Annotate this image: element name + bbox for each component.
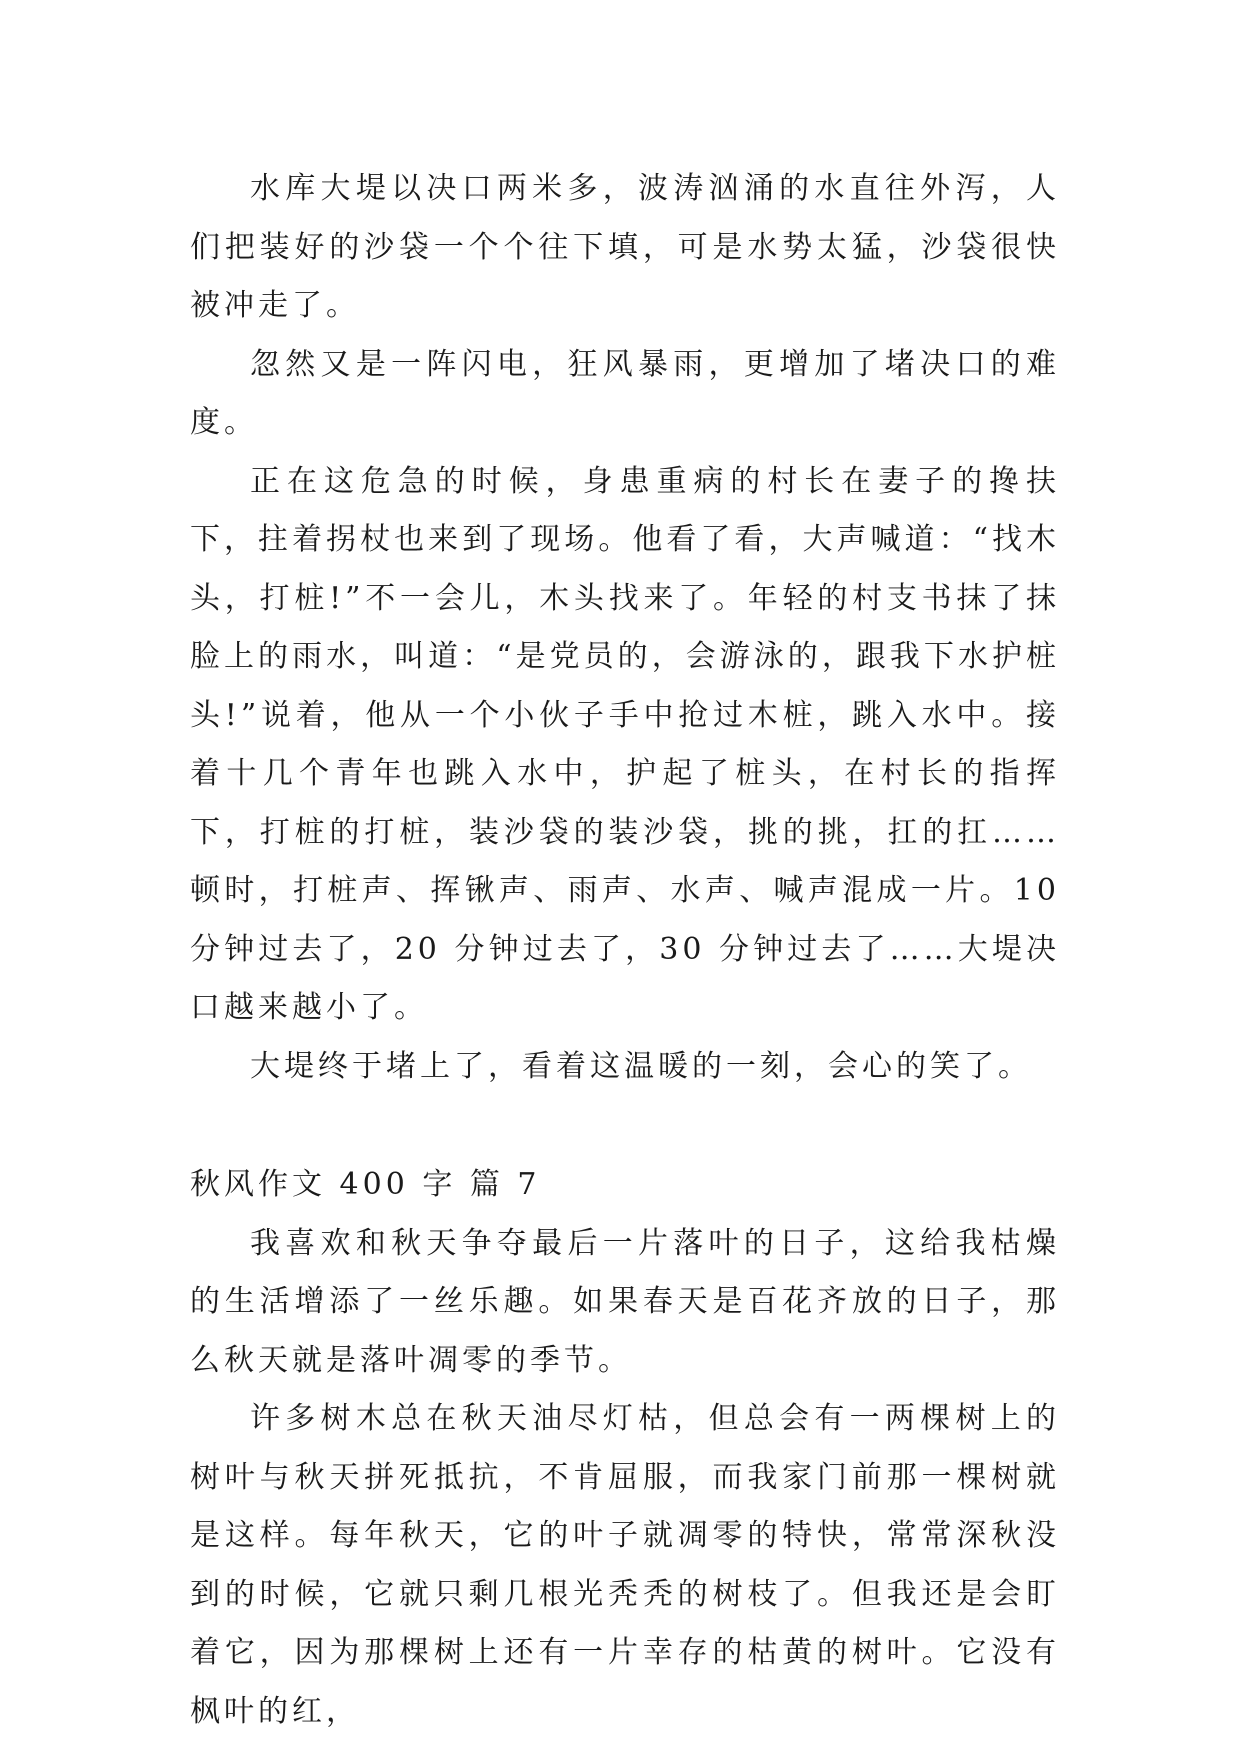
paragraph: 我喜欢和秋天争夺最后一片落叶的日子，这给我枯燥的生活增添了一丝乐趣。如果春天是百花齐放的日子，那么秋天就是落叶凋零的季节。	[190, 1225, 1060, 1378]
section-title: 秋风作文 400 字 篇 7	[190, 1167, 541, 1202]
document-body	[190, 160, 1060, 1741]
paragraph: 许多树木总在秋天油尽灯枯，但总会有一两棵树上的树叶与秋天拼死抵抗，不肯屈服，而我家门前那一棵树就是这样。每年秋天，它的叶子就凋零的特快，常常深秋没到的时候，它就只剩几根光秃秃的树枝了。但我还是会盯着它，因为那棵树上还有一片幸存的枯黄的树叶。它没有枫叶的红，	[190, 1401, 1060, 1729]
section-gap	[190, 1096, 1060, 1156]
paragraph: 忽然又是一阵闪电，狂风暴雨，更增加了堵决口的难度。	[190, 346, 1060, 440]
paragraph: 正在这危急的时候，身患重病的村长在妻子的搀扶下，拄着拐杖也来到了现场。他看了看，大声喊道：“找木头，打桩!”不一会儿，木头找来了。年轻的村支书抹了抹脸上的雨水，叫道：“是党员的，会游泳的，跟我下水护桩头!”说着，他从一个小伙子手中抢过木桩，跳入水中。接着十几个青年也跳入水中，护起了桩头，在村长的指挥下，打桩的打桩，装沙袋的装沙袋，挑的挑，扛的扛……顿时，打桩声、挥锹声、雨声、水声、喊声混成一片。10 分钟过去了，20 分钟过去了，30 分钟过去了……大堤决口越来越小了。	[190, 463, 1060, 1025]
paragraph: 大堤终于堵上了，看着这温暖的一刻，会心的笑了。	[250, 1048, 1032, 1084]
paragraph: 水库大堤以决口两米多，波涛汹涌的水直往外泻，人们把装好的沙袋一个个往下填，可是水势太猛，沙袋很快被冲走了。	[190, 171, 1060, 323]
